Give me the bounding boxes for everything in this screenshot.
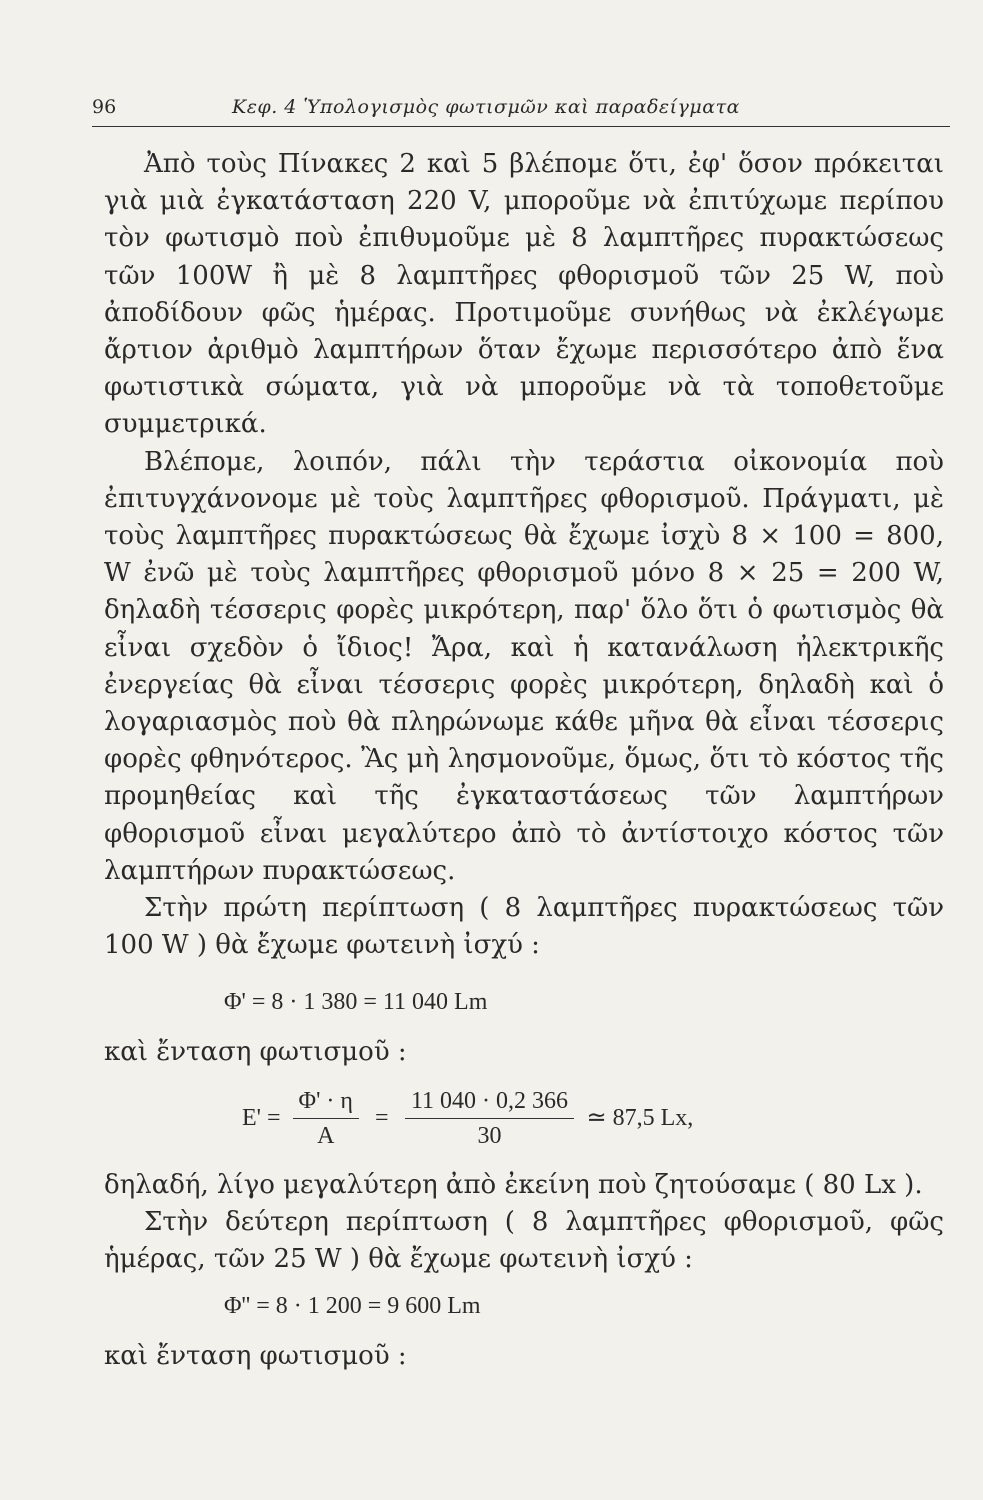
page-header: [92, 96, 944, 118]
equation-equals: =: [374, 1105, 389, 1132]
paragraph-4: δηλαδή, λίγο μεγαλύτερη ἀπὸ ἐκείνη ποὺ ζητούσαμε ( 80 Lx ).: [104, 1169, 923, 1200]
fraction-numeric-numerator: 11 040 · 0,2 366: [405, 1086, 574, 1119]
equation-luminous-flux-2: Φ'' = 8 · 1 200 = 9 600 Lm: [224, 1293, 481, 1320]
lead-text-1: καὶ ἔνταση φωτισμοῦ :: [104, 1036, 407, 1067]
page-number: 96: [92, 96, 117, 118]
lead-text-2: καὶ ἔνταση φωτισμοῦ :: [104, 1340, 407, 1371]
paragraph-5: Στὴν δεύτερη περίπτωση ( 8 λαμπτῆρες φθορισμοῦ, φῶς ἡμέρας, τῶν 25 W ) θὰ ἔχωμε φωτεινὴ ἰσχύ :: [104, 1207, 944, 1275]
equation-luminous-flux-1: Φ' = 8 · 1 380 = 11 040 Lm: [224, 989, 488, 1016]
paragraph-1: Ἀπὸ τοὺς Πίνακες 2 καὶ 5 βλέπομε ὅτι, ἐφ' ὅσον πρόκειται γιὰ μιὰ ἐγκατάσταση 220 V, μποροῦμε νὰ ἐπιτύχωμε περίπου τὸν φωτισμὸ ποὺ ἐπιθυμοῦμε μὲ 8 λαμπτῆρες πυρακτώσεως τῶν 100W ἢ μὲ 8 λαμπτῆρες φθορισμοῦ τῶν 25 W, ποὺ ἀποδίδουν φῶς ἡμέρας. Προτιμοῦμε συνήθως νὰ ἐκλέγωμε ἄρτιον ἀριθμὸ λαμπτήρων ὅταν ἔχωμε περισσότερο ἀπὸ ἕνα φωτιστικὰ σώματα, γιὰ νὰ μποροῦμε νὰ τὰ τοποθετοῦμε συμμετρικά.: [104, 149, 944, 440]
fraction-symbolic-numerator: Φ' · η: [293, 1086, 359, 1119]
running-title: Κεφ. 4 Ὑπολογισμὸς φωτισμῶν καὶ παραδείγματα: [232, 96, 740, 118]
fraction-numeric-denominator: 30: [477, 1123, 502, 1150]
fraction-numeric: [405, 1086, 575, 1151]
fraction-symbolic-denominator: A: [317, 1123, 335, 1150]
paragraph-3: Στὴν πρώτη περίπτωση ( 8 λαμπτῆρες πυρακτώσεως τῶν 100 W ) θὰ ἔχωμε φωτεινὴ ἰσχύ :: [104, 893, 944, 961]
equation-lhs: E' =: [242, 1105, 281, 1132]
paragraph-2: Βλέπομε, λοιπόν, πάλι τὴν τεράστια οἰκονομία ποὺ ἐπιτυγχάνονομε μὲ τοὺς λαμπτῆρες φθορισμοῦ. Πράγματι, μὲ τοὺς λαμπτῆρες πυρακτώσεως θὰ ἔχωμε ἰσχὺ 8 × 100 = 800, W ἐνῶ μὲ τοὺς λαμπτῆρες φθορισμοῦ μόνο 8 × 25 = 200 W, δηλαδὴ τέσσερις φορὲς μικρότερη, παρ' ὅλο ὅτι ὁ φωτισμὸς θὰ εἶναι σχεδὸν ὁ ἴδιος! Ἄρα, καὶ ἡ κατανάλωση ἠλεκτρικῆς ἐνεργείας θὰ εἶναι τέσσερις φορὲς μικρότερη, δηλαδὴ καὶ ὁ λογαριασμὸς ποὺ θὰ πληρώνωμε κάθε μῆνα θὰ εἶναι τέσσερις φορὲς φθηνότερος. Ἂς μὴ λησμονοῦμε, ὅμως, ὅτι τὸ κόστος τῆς προμηθείας καὶ τῆς ἐγκαταστάσεως τῶν λαμπτήρων φθορισμοῦ εἶναι μεγαλύτερο ἀπὸ τὸ ἀντίστοιχο κόστος τῶν λαμπτήρων πυρακτώσεως.: [104, 446, 944, 886]
fraction-symbolic: [293, 1086, 359, 1151]
equation-result: ≃ 87,5 Lx,: [586, 1105, 694, 1132]
equation-illuminance: [242, 1077, 944, 1161]
page-body: [104, 146, 944, 1379]
header-rule: [92, 126, 950, 127]
